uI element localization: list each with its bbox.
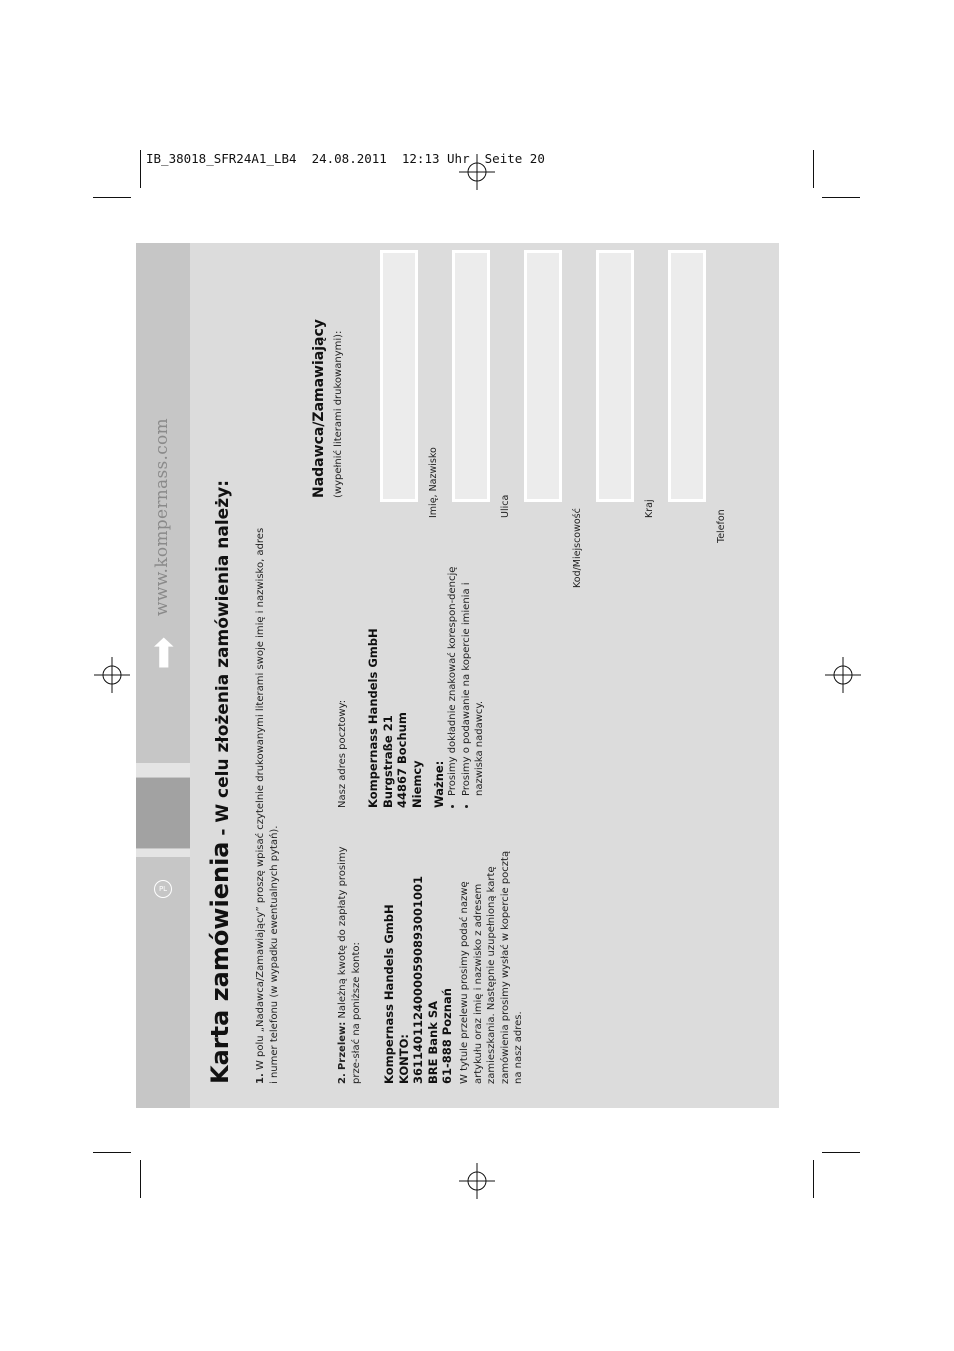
postal-intro: Nasz adres pocztowy: [337, 699, 348, 808]
order-form-page [136, 243, 779, 1108]
registration-mark-icon [459, 1163, 495, 1199]
phone-label: Telefon [716, 509, 727, 543]
country-field[interactable] [596, 250, 634, 502]
important-list [446, 556, 487, 808]
city-label: Kod/Miejscowość [572, 508, 583, 588]
bank-line: 61-888 Poznań [440, 988, 454, 1084]
step-2-text: Należną kwotę do zapłaty prosimy prze-słać na poniższe konto: [337, 846, 362, 1084]
crop-mark [140, 1160, 141, 1198]
bank-account: KONTO: 36114011240000590893001001 [396, 875, 425, 1084]
postal-address [366, 568, 424, 808]
registration-mark-icon [459, 154, 495, 190]
step-2-number: 2. [337, 1073, 348, 1084]
title-sub: - W celu złożenia zamówienia należy: [213, 480, 233, 842]
website-url: www.kompernass.com [152, 418, 172, 616]
page-title [206, 480, 234, 1084]
list-item: • Prosimy dokładnie znakować korespon-dencję [446, 556, 460, 796]
crop-mark [813, 1160, 814, 1198]
address-line: Niemcy [409, 760, 424, 808]
step-1-number: 1. [255, 1073, 266, 1084]
rotated-content [136, 243, 779, 1108]
city-field[interactable] [524, 250, 562, 502]
name-label: Imię, Nazwisko [428, 447, 439, 518]
name-field[interactable] [380, 250, 418, 502]
crop-mark [93, 197, 131, 198]
crop-mark [140, 150, 141, 188]
sender-subtitle: (wypełnić literami drukowanymi): [333, 330, 344, 498]
street-label: Ulica [500, 494, 511, 518]
sender-title: Nadawca/Zamawiający [311, 319, 327, 498]
step-1-text: W polu „Nadawca/Zamawiający” proszę wpisać czytelnie drukowanymi literami swoje imię i nazwisko, adres i numer telefonu (w wypadku ewentualnych pytań). [255, 527, 280, 1084]
country-label: Kraj [644, 499, 655, 518]
print-header: IB_38018_SFR24A1_LB4 24.08.2011 12:13 Uhr Seite 20 [146, 151, 545, 166]
step-1 [254, 524, 281, 1084]
step-2-label: Przelew: [337, 1021, 348, 1071]
bank-details [382, 824, 455, 1084]
step-2 [336, 844, 363, 1084]
bank-line: BRE Bank SA [425, 1000, 440, 1084]
list-item: • Prosimy o podawanie na kopercie imienia i nazwiska nadawcy. [460, 556, 487, 796]
title-main: Karta zamówienia [206, 841, 234, 1084]
address-line: 44867 Bochum [395, 712, 409, 808]
bank-line: Kompernass Handels GmbH [382, 904, 396, 1084]
transfer-note: W tytule przelewu prosimy podać nazwę artykułu oraz imię i nazwisko z adresem zamieszkania. Następnie uzupełnioną kartę zamówienia prosimy wysłać w kopercie pocztą na nasz adres. [459, 850, 524, 1084]
language-badge: PL [154, 880, 172, 898]
street-field[interactable] [452, 250, 490, 502]
phone-field[interactable] [668, 250, 706, 502]
crop-mark [822, 1152, 860, 1153]
crop-mark [93, 1152, 131, 1153]
crop-mark [813, 150, 814, 188]
registration-mark-icon [94, 657, 130, 693]
crop-mark [822, 197, 860, 198]
registration-mark-icon [825, 657, 861, 693]
address-line: Kompernass Handels GmbH [366, 628, 380, 808]
address-line: Burgstraße 21 [380, 715, 395, 808]
important-label: Ważne: [432, 760, 446, 808]
